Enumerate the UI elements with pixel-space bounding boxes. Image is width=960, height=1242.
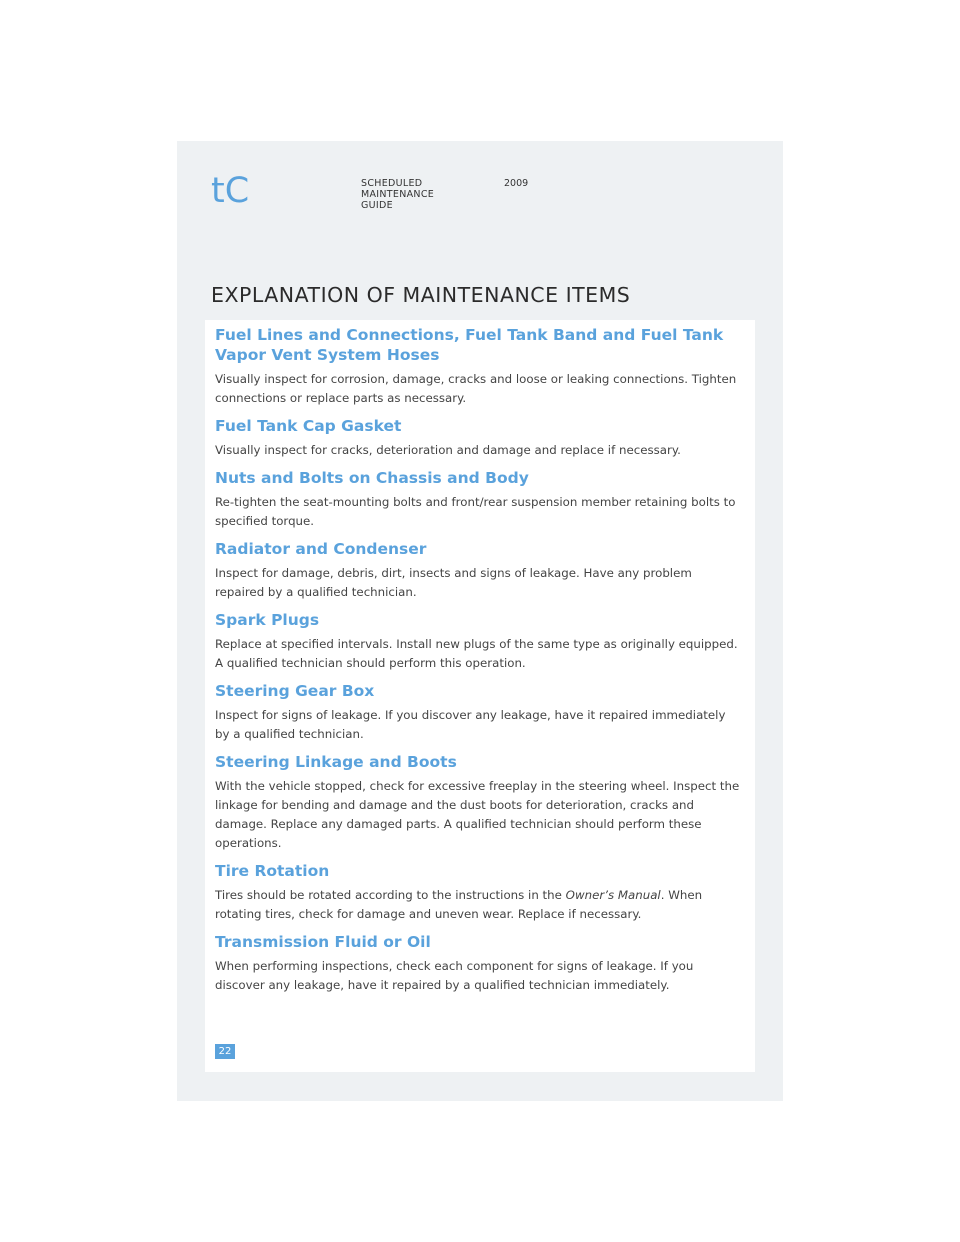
manual-page	[177, 141, 783, 1101]
maintenance-item	[215, 539, 743, 602]
item-title: Steering Linkage and Boots	[215, 753, 457, 771]
maintenance-item	[215, 681, 743, 744]
guide-label-line: GUIDE	[361, 200, 393, 211]
guide-label-line: SCHEDULED	[361, 178, 423, 189]
item-description-text: . When rotating tires, check for damage and uneven wear. Replace if necessary.	[215, 888, 703, 921]
maintenance-item	[215, 468, 743, 531]
item-description: Inspect for damage, debris, dirt, insects and signs of leakage. Have any problem repaired by a qualified technician.	[215, 566, 692, 599]
item-description: Inspect for signs of leakage. If you discover any leakage, have it repaired immediately by a qualified technician.	[215, 708, 726, 741]
item-title: Transmission Fluid or Oil	[215, 933, 431, 951]
maintenance-item	[215, 932, 743, 995]
guide-year: 2009	[504, 178, 529, 189]
item-description: With the vehicle stopped, check for excessive freeplay in the steering wheel. Inspect the linkage for bending and damage and the dust boots for deterioration, cracks and damage. Replace any damaged parts. A qualified technician should perform these operations.	[215, 779, 740, 850]
item-description: Re-tighten the seat-mounting bolts and front/rear suspension member retaining bolts to specified torque.	[215, 495, 736, 528]
maintenance-item	[215, 610, 743, 673]
item-title: Fuel Tank Cap Gasket	[215, 417, 402, 435]
item-title: Steering Gear Box	[215, 682, 375, 700]
item-title: Fuel Lines and Connections, Fuel Tank Band and Fuel Tank Vapor Vent System Hoses	[215, 326, 724, 364]
page-number-badge: 22	[215, 1044, 235, 1059]
item-description: When performing inspections, check each component for signs of leakage. If you discover any leakage, have it repaired by a qualified technician immediately.	[215, 959, 694, 992]
item-description: Visually inspect for cracks, deterioration and damage and replace if necessary.	[215, 443, 681, 457]
guide-label-line: MAINTENANCE	[361, 189, 435, 200]
guide-label	[361, 178, 461, 211]
item-title: Tire Rotation	[215, 862, 330, 880]
item-title: Radiator and Condenser	[215, 540, 427, 558]
content-panel	[205, 320, 755, 1072]
item-description-text: Tires should be rotated according to the instructions in the	[215, 888, 566, 902]
item-description	[215, 886, 743, 924]
page-title: EXPLANATION OF MAINTENANCE ITEMS	[211, 283, 631, 307]
owners-manual-reference: Owner’s Manual	[565, 888, 661, 902]
item-title: Spark Plugs	[215, 611, 320, 629]
maintenance-item	[215, 861, 743, 924]
item-description: Visually inspect for corrosion, damage, cracks and loose or leaking connections. Tighten connections or replace parts as necessary.	[215, 372, 737, 405]
item-title: Nuts and Bolts on Chassis and Body	[215, 469, 529, 487]
maintenance-item	[215, 752, 743, 853]
tc-logo: tC	[211, 171, 250, 211]
maintenance-item	[215, 416, 743, 460]
item-description: Replace at specified intervals. Install new plugs of the same type as originally equipped. A qualified technician should perform this operation.	[215, 637, 738, 670]
maintenance-items-list	[215, 325, 743, 1003]
maintenance-item	[215, 325, 743, 408]
